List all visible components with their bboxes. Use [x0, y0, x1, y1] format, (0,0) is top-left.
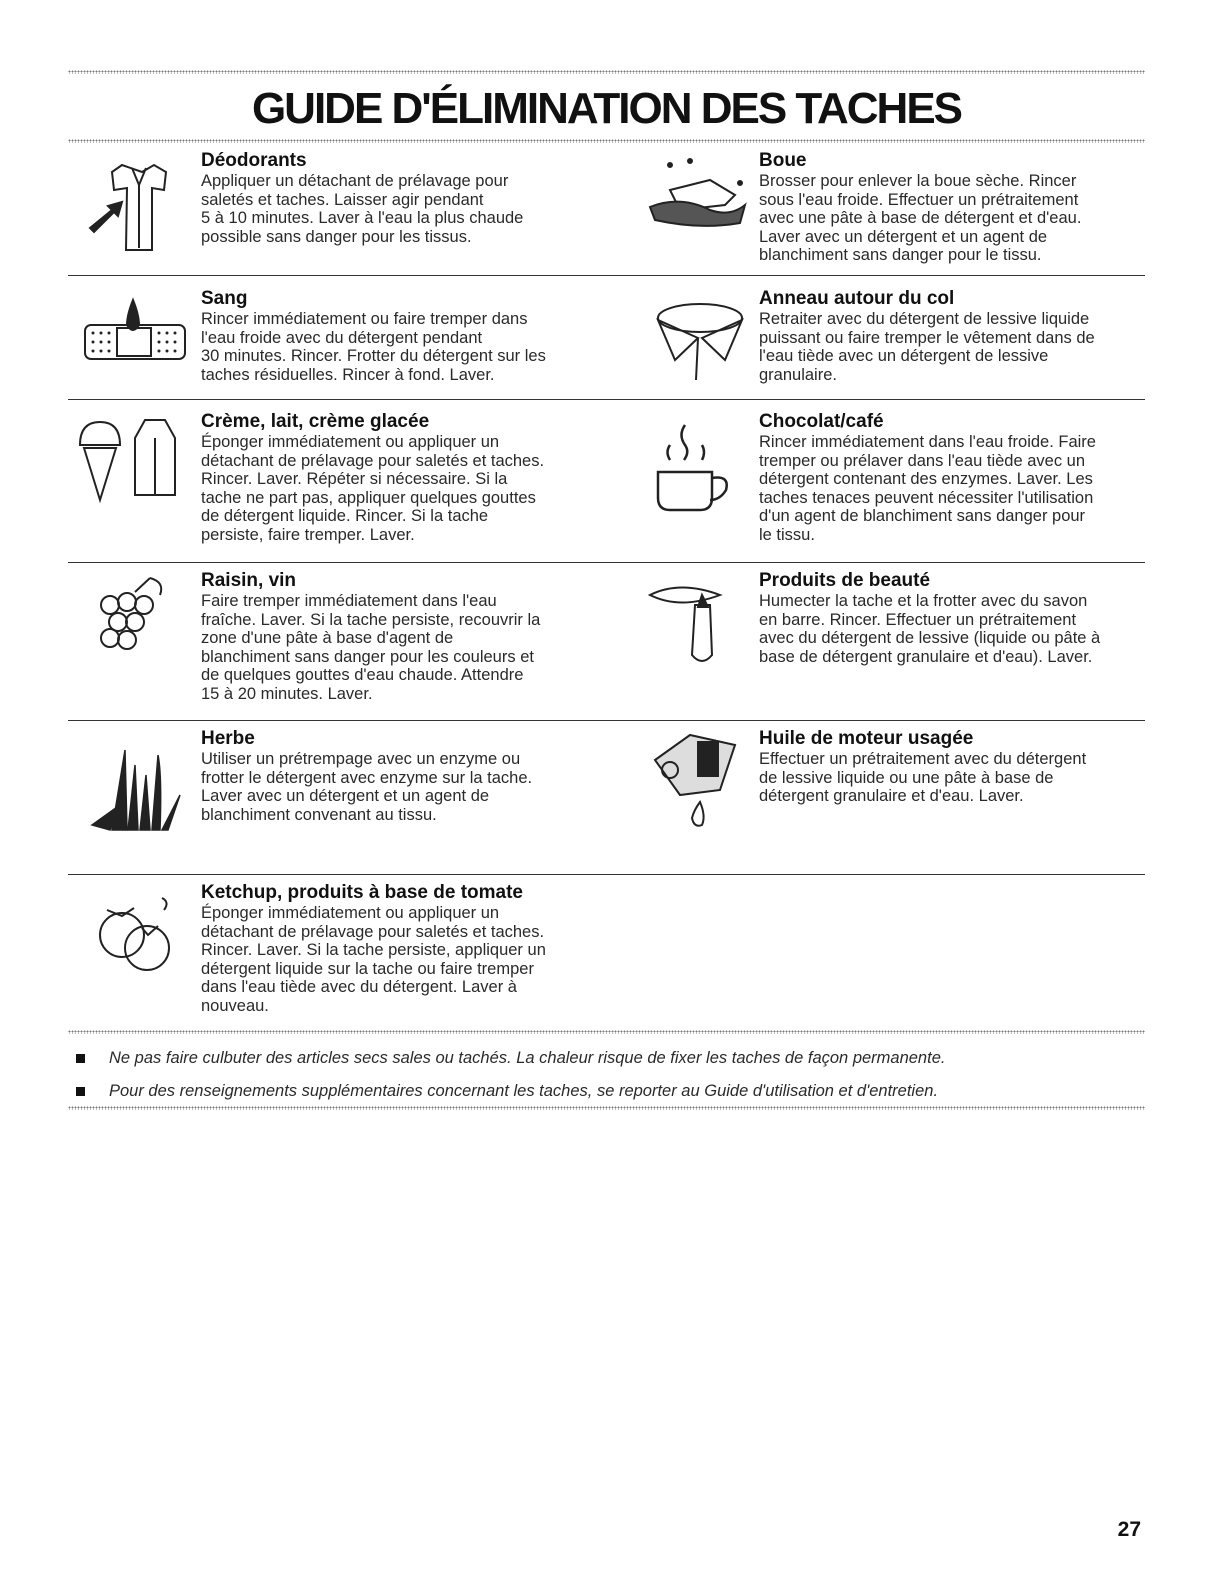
stain-line: taches tenaces peuvent nécessiter l'utilisation — [759, 488, 1094, 507]
stain-heading: Sang — [201, 288, 248, 309]
stain-line: Laver avec un détergent et un agent de — [759, 227, 1048, 246]
notes-list — [76, 1046, 1136, 1112]
stain-line: avec du détergent de lessive (liquide ou pâte à — [759, 629, 1101, 648]
stain-line: avec une pâte à base de détergent et d'eau. — [759, 209, 1082, 228]
stain-beaute — [759, 570, 1139, 666]
ice-cream-milk-icon — [70, 410, 190, 510]
row-divider — [68, 720, 1145, 721]
stain-line: Rincer immédiatement dans l'eau froide. Faire — [759, 433, 1096, 451]
engine-oil-icon — [640, 730, 760, 830]
stain-heading: Herbe — [201, 728, 255, 749]
stain-line: base de détergent granulaire et d'eau). Laver. — [759, 647, 1093, 666]
stain-heading: Raisin, vin — [201, 570, 297, 591]
stain-line: 30 minutes. Rincer. Frotter du détergent sur les — [201, 347, 546, 366]
notes-bottom-dotted-rule — [68, 1106, 1145, 1110]
stain-line: d'un agent de blanchiment sans danger pour — [759, 507, 1086, 526]
grapes-icon — [80, 570, 200, 670]
stain-heading: Boue — [759, 150, 807, 171]
stain-line: le tissu. — [759, 525, 815, 544]
stain-anneau-col — [759, 288, 1139, 384]
shirt-icon — [82, 160, 202, 260]
stain-line: zone d'une pâte à base d'agent de — [201, 629, 454, 648]
stain-line: 5 à 10 minutes. Laver à l'eau la plus chaude — [201, 209, 524, 228]
stain-line: puissant ou faire tremper le vêtement dans de — [759, 328, 1095, 347]
stain-line: blanchiment sans danger pour les couleurs et — [201, 647, 534, 666]
stain-line: nouveau. — [201, 996, 269, 1015]
note-item — [76, 1046, 1136, 1070]
coffee-cup-icon — [630, 420, 750, 520]
stain-line: détergent granulaire et d'eau. Laver. — [759, 787, 1024, 806]
stain-line: détachant de prélavage pour saletés et taches. — [201, 451, 545, 470]
stain-line: de lessive liquide ou une pâte à base de — [759, 768, 1054, 787]
top-dotted-rule — [68, 70, 1145, 74]
stain-line: fraîche. Laver. Si la tache persiste, recouvrir la — [201, 610, 541, 629]
stain-ketchup — [201, 882, 621, 1016]
bullet-square-icon — [76, 1087, 85, 1096]
stain-line: persiste, faire tremper. Laver. — [201, 525, 415, 544]
stain-line: Faire tremper immédiatement dans l'eau — [201, 592, 497, 610]
stain-line: Laver avec un détergent et un agent de — [201, 787, 490, 806]
stain-line: Retraiter avec du détergent de lessive liquide — [759, 310, 1090, 328]
stain-line: sous l'eau froide. Effectuer un prétraitement — [759, 190, 1079, 209]
stain-line: Éponger immédiatement ou appliquer un — [201, 904, 500, 922]
stain-line: blanchiment sans danger pour le tissu. — [759, 246, 1042, 265]
stain-line: détachant de prélavage pour saletés et taches. — [201, 922, 545, 941]
bullet-square-icon — [76, 1054, 85, 1063]
stain-line: Brosser pour enlever la boue sèche. Rincer — [759, 172, 1077, 190]
stain-deodorants — [201, 150, 581, 246]
stain-heading: Déodorants — [201, 150, 307, 171]
stain-heading: Ketchup, produits à base de tomate — [201, 882, 523, 903]
stain-line: taches résiduelles. Rincer à fond. Laver. — [201, 365, 495, 384]
stain-heading: Produits de beauté — [759, 570, 931, 591]
stain-huile-moteur — [759, 728, 1139, 806]
stain-herbe — [201, 728, 581, 824]
note-item — [76, 1079, 1136, 1103]
stain-line: en barre. Rincer. Effectuer un prétraitement — [759, 610, 1077, 629]
notes-top-dotted-rule — [68, 1030, 1145, 1034]
stain-line: l'eau tiède avec un détergent de lessive — [759, 347, 1049, 366]
stain-line: détergent liquide sur la tache ou faire tremper — [201, 959, 534, 978]
note-text: Ne pas faire culbuter des articles secs sales ou tachés. La chaleur risque de fixer les taches de façon permanente. — [109, 1048, 946, 1067]
stain-line: saletés et taches. Laisser agir pendant — [201, 190, 484, 209]
stain-line: de détergent liquide. Rincer. Si la tache — [201, 507, 489, 526]
stain-line: Éponger immédiatement ou appliquer un — [201, 433, 500, 451]
stain-line: Humecter la tache et la frotter avec du savon — [759, 592, 1088, 610]
stain-line: Rincer. Laver. Si la tache persiste, appliquer un — [201, 941, 546, 960]
stain-chocolat — [759, 411, 1139, 545]
stain-line: Utiliser un prétrempage avec un enzyme ou — [201, 750, 521, 768]
tomato-icon — [82, 890, 202, 990]
lipstick-icon — [640, 575, 760, 675]
row-divider — [68, 275, 1145, 276]
collar-icon — [640, 290, 760, 390]
stain-line: granulaire. — [759, 365, 837, 384]
stain-line: détergent contenant des enzymes. Laver. Les — [759, 470, 1093, 489]
grass-icon — [80, 735, 200, 835]
stain-line: Effectuer un prétraitement avec du détergent — [759, 750, 1087, 768]
stain-line: l'eau froide avec du détergent pendant — [201, 328, 483, 347]
note-text: Pour des renseignements supplémentaires concernant les taches, se reporter au Guide d'utilisation et d'entretien. — [109, 1081, 939, 1100]
stain-line: tache ne part pas, appliquer quelques gouttes — [201, 488, 536, 507]
stain-line: Rincer. Laver. Répéter si nécessaire. Si la — [201, 470, 508, 489]
stain-heading: Chocolat/café — [759, 411, 884, 432]
stain-line: 15 à 20 minutes. Laver. — [201, 684, 373, 703]
page-title: GUIDE D'ÉLIMINATION DES TACHES — [251, 84, 962, 133]
mud-icon — [640, 155, 760, 255]
stain-line: frotter le détergent avec enzyme sur la tache. — [201, 768, 533, 787]
stain-line: Appliquer un détachant de prélavage pour — [201, 172, 509, 190]
stain-heading: Huile de moteur usagée — [759, 728, 974, 749]
stain-heading: Anneau autour du col — [759, 288, 955, 309]
stain-line: de quelques gouttes d'eau chaude. Attendre — [201, 666, 524, 685]
stain-raisin — [201, 570, 581, 704]
stain-sang — [201, 288, 581, 384]
stain-line: possible sans danger pour les tissus. — [201, 227, 472, 246]
bandage-icon — [75, 285, 195, 385]
row-divider — [68, 874, 1145, 875]
stain-line: Rincer immédiatement ou faire tremper dans — [201, 310, 528, 328]
stain-heading: Crème, lait, crème glacée — [201, 411, 430, 432]
title-dotted-rule — [68, 139, 1145, 143]
stain-boue — [759, 150, 1139, 265]
stain-creme — [201, 411, 581, 545]
stain-line: dans l'eau tiède avec du détergent. Laver à — [201, 978, 517, 997]
stain-line: blanchiment convenant au tissu. — [201, 805, 437, 824]
stain-line: tremper ou prélaver dans l'eau tiède avec un — [759, 451, 1086, 470]
page-number: 27 — [1117, 1518, 1141, 1541]
row-divider — [68, 399, 1145, 400]
row-divider — [68, 562, 1145, 563]
